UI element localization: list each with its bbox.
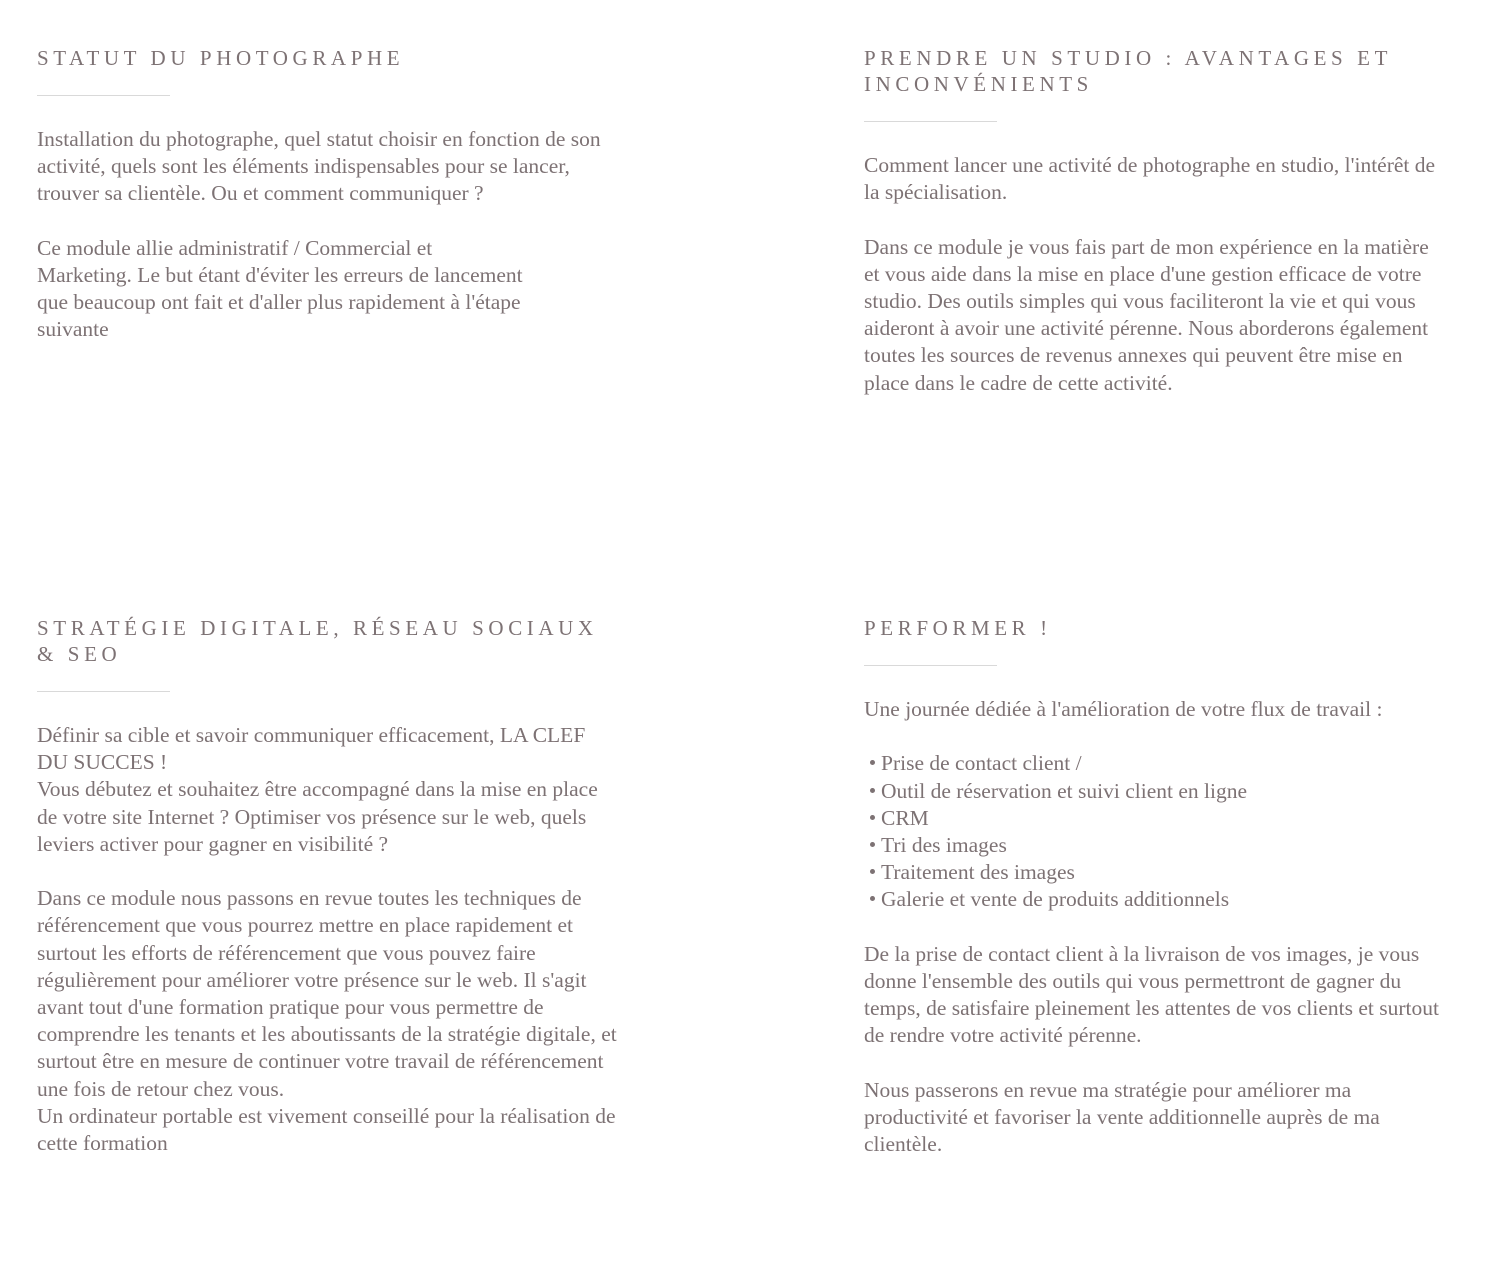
workflow-list — [864, 750, 1444, 913]
section-paragraph: Installation du photographe, quel statut choisir en fonction de son activité, quels sont les éléments indispensables pour se lancer, trouver sa clientèle. Ou et comment communiquer ? — [37, 127, 601, 206]
section-paragraph: Définir sa cible et savoir communiquer efficacement, LA CLEF DU SUCCES ! Vous débutez et souhaitez être accompagné dans la mise en place de votre site Internet ? Optimiser vos présence sur le web, quels leviers activer pour gagner en visibilité ? — [37, 723, 598, 856]
section-paragraph: De la prise de contact client à la livraison de vos images, je vous donne l'ensemble des outils qui vous permettront de gagner du temps, de satisfaire pleinement les attentes de vos clients et surtout de rendre votre activité pérenne. — [864, 941, 1439, 1048]
list-item — [864, 859, 1444, 886]
section-strategie-digitale — [37, 615, 617, 1184]
list-item — [864, 750, 1444, 777]
section-paragraph: Dans ce module je vous fais part de mon expérience en la matière et vous aide dans la mise en place d'une gestion efficace de votre studio. Des outils simples qui vous faciliteront la vie et qui vous aideront à avoir une activité pérenne. Nous aborderons également toutes les sources de revenus annexes qui peuvent être mise en place dans le cadre de cette activité. — [864, 234, 1429, 395]
list-item-label: Tri des images — [881, 833, 1007, 857]
bullet-icon — [870, 788, 875, 793]
list-item-label: Outil de réservation et suivi client en ligne — [881, 778, 1247, 803]
section-title: PERFORMER ! — [864, 616, 1052, 640]
section-paragraph: Dans ce module nous passons en revue toutes les techniques de référencement que vous pourrez mettre en place rapidement et surtout les efforts de référencement que vous pouvez faire régulièrement pour améliorer votre présence sur le web. Il s'agit avant tout d'une formation pratique pour vous permettre de comprendre les tenants et les aboutissants de la stratégie digitale, et surtout être en mesure de continuer votre travail de référencement une fois de retour chez vous. Un ordinateur portable est vivement conseillé pour la réalisation de cette formation — [37, 886, 617, 1156]
bullet-icon — [870, 842, 875, 847]
title-divider — [864, 665, 997, 666]
list-item-label: Traitement des images — [881, 860, 1075, 885]
section-paragraph: Comment lancer une activité de photographe en studio, l'intérêt de la spécialisation. — [864, 153, 1436, 205]
list-item — [864, 805, 1444, 832]
list-item — [864, 832, 1444, 859]
section-title: STATUT DU PHOTOGRAPHE — [37, 46, 405, 70]
list-item — [864, 778, 1444, 805]
list-item — [864, 886, 1444, 913]
list-item-label: Prise de contact client / — [881, 751, 1082, 776]
bullet-icon — [870, 869, 875, 874]
title-divider — [864, 121, 997, 122]
section-performer — [864, 615, 1444, 1186]
section-paragraph: Nous passerons en revue ma stratégie pour améliorer ma productivité et favoriser la vente additionnelle auprès de ma clientèle. — [864, 1077, 1380, 1157]
bullet-icon — [870, 896, 875, 901]
section-paragraph: Ce module allie administratif / Commercial et Marketing. Le but étant d'éviter les erreurs de lancement que beaucoup ont fait et d'aller plus rapidement à l'étape suivante — [37, 235, 523, 342]
section-intro: Une journée dédiée à l'amélioration de votre flux de travail : — [864, 697, 1383, 721]
section-title: STRATÉGIE DIGITALE, RÉSEAU SOCIAUX & SEO — [37, 616, 598, 666]
section-statut-du-photographe — [37, 45, 617, 371]
bullet-icon — [870, 760, 875, 765]
list-item-label: CRM — [881, 805, 929, 830]
section-title: PRENDRE UN STUDIO : AVANTAGES ET INCONVÉNIENTS — [864, 46, 1392, 96]
list-item-label: Galerie et vente de produits additionnels — [881, 887, 1230, 912]
title-divider — [37, 691, 170, 692]
title-divider — [37, 95, 170, 96]
section-prendre-un-studio — [864, 45, 1444, 424]
bullet-icon — [870, 815, 875, 820]
